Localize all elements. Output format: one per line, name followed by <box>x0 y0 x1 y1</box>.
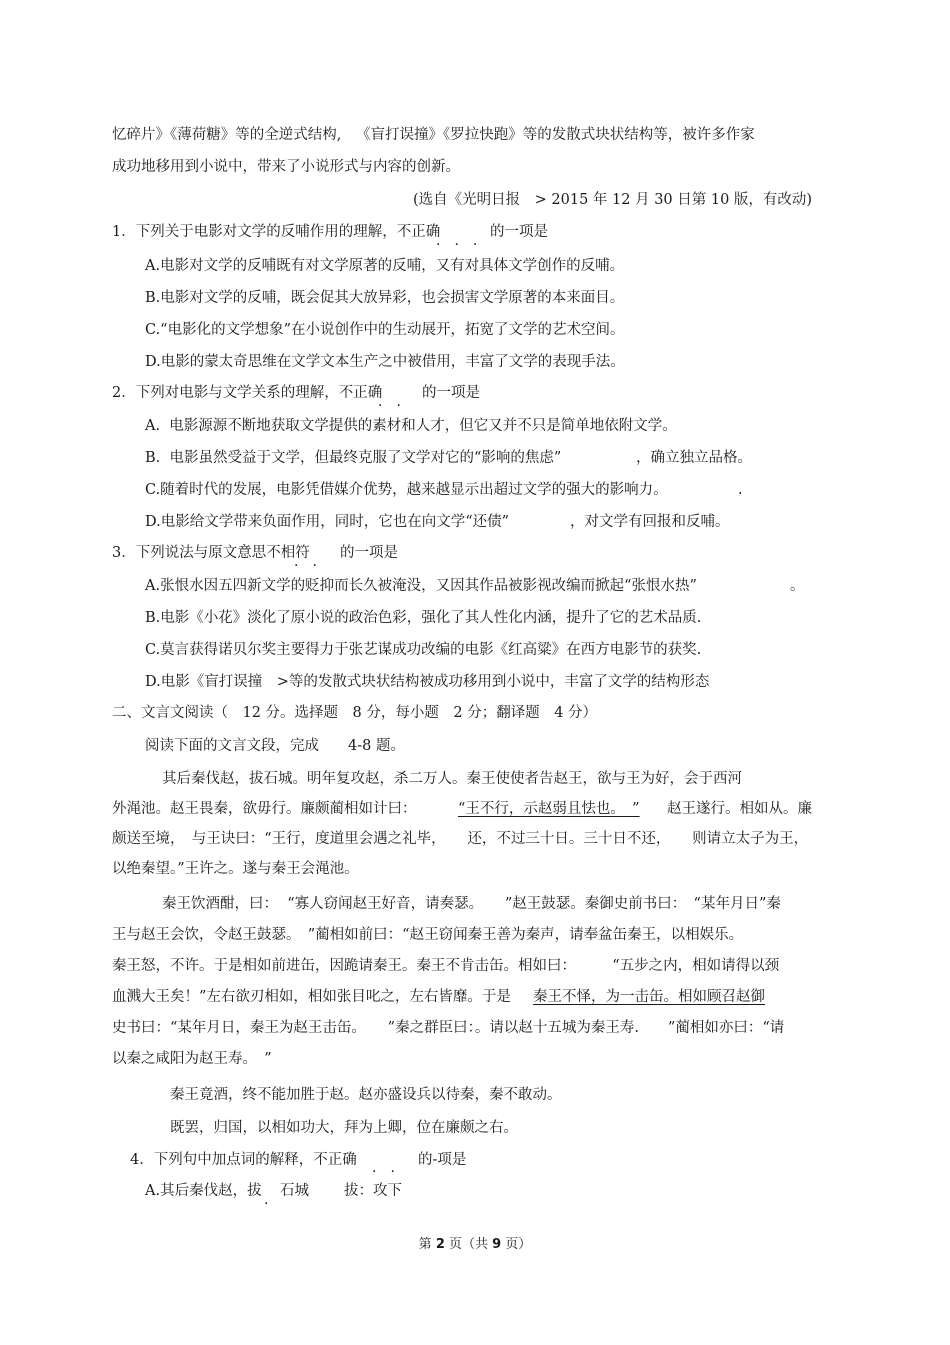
q3-option-d: D.电影《盲打误撞 >等的发散式块状结构被成功移用到小说中，丰富了文学的结构形态 <box>145 674 710 690</box>
source-citation: (选自《光明日报 > 2015 年 12 月 30 日第 10 版，有改动) <box>413 192 813 208</box>
q2-option-d: D.电影给文学带来负面作用，同时，它也在向文学“还债” <box>145 514 510 530</box>
q2-option-d-end: ，对文学有回报和反哺。 <box>570 514 730 530</box>
emphasis-dots: · · <box>372 1164 395 1180</box>
passage-p4: 既罢，归国，以相如功大，拜为上卿，位在廉颇之右。 <box>170 1120 518 1136</box>
passage-p3: 秦王竟酒，终不能加胜于赵。赵亦盛设兵以待秦，秦不敢动。 <box>170 1087 562 1103</box>
q3-option-b: B.电影《小花》淡化了原小说的政治色彩，强化了其人性化内涵，提升了它的艺术品质. <box>145 610 702 626</box>
passage-p2-line-5: 史书曰：“某年月日，秦王为赵王击缶。 ”秦之群臣曰：。请以赵十五城为秦王寿. ”蔺相如亦曰：“请 <box>112 1020 785 1036</box>
q2-option-a: A. 电影源源不断地获取文学提供的素材和人才，但它又并不只是简单地依附文学。 <box>145 418 677 434</box>
passage-p1-line-2-end: 赵王遂行。相如从。廉 <box>667 801 812 817</box>
underlined-sentence: “王不行，示赵弱且怯也。 ” <box>458 801 640 817</box>
emphasis-dots: · <box>264 1196 269 1212</box>
q2-stem: 2．下列对电影与文学关系的理解，不正确 <box>112 385 383 401</box>
q2-option-b-end: ，确立独立品格。 <box>636 450 752 466</box>
emphasis-dots: · · · <box>436 237 478 253</box>
q3-option-a: A.张恨水因五四新文学的贬抑而长久被淹没，又因其作品被影视改编而掀起“张恨水热” <box>145 578 697 594</box>
q4-option-a-gloss: 拔：攻下 <box>344 1183 402 1199</box>
q2-option-c-end: . <box>738 482 743 498</box>
passage-p1-line-1: 其后秦伐赵，拔石城。明年复攻赵，杀二万人。秦王使使者告赵王，欲与王为好，会于西河 <box>162 771 742 787</box>
page-number: 2 <box>435 1237 445 1252</box>
q2-option-c: C.随着时代的发展，电影凭借媒介优势，越来越显示出超过文学的强大的影响力。 <box>145 482 668 498</box>
passage-p1-line-2: 外渑池。赵王畏秦，欲毋行。廉颇蔺相如计曰： <box>112 801 417 817</box>
q4-stem-end: 的-项是 <box>418 1152 467 1168</box>
q3-stem-end: 的一项是 <box>340 545 398 561</box>
intro-line-1a: 忆碎片》《薄荷糖》等的全逆式结构, <box>112 127 342 143</box>
q2-stem-end: 的一项是 <box>422 385 480 401</box>
q3-option-c: C.莫言获得诺贝尔奖主要得力于张艺谋成功改编的电影《红高粱》在西方电影节的获奖. <box>145 642 702 658</box>
intro-line-1b: 《盲打误撞》《罗拉快跑》等的发散式块状结构等，被许多作家 <box>356 127 755 143</box>
page-label: 第 <box>418 1237 436 1252</box>
section-heading: 二、文言文阅读（ 12 分。选择题 8 分，每小题 2 分；翻译题 4 分） <box>112 705 598 721</box>
passage-p2-line-3: 秦王怒，不许。于是相如前进缶，因跪请秦王。秦王不肯击缶。相如曰： “五步之内，相如请得以颈 <box>112 958 780 974</box>
page-label: 页） <box>501 1237 532 1252</box>
section-instruction: 阅读下面的文言文段，完成 4-8 题。 <box>145 738 405 754</box>
page-footer <box>0 1233 950 1252</box>
q3-stem: 3．下列说法与原文意思不相符 <box>112 545 310 561</box>
q1-option-a: A.电影对文学的反哺既有对文学原著的反哺，又有对具体文学创作的反哺。 <box>145 258 625 274</box>
emphasis-dots: · · <box>294 558 317 574</box>
passage-p2-line-2: 王与赵王会饮，令赵王鼓瑟。 ”蔺相如前曰：“赵王窃闻秦王善为秦声，请奉盆缶秦王，以相娱乐。 <box>112 927 744 943</box>
q1-stem: 1．下列关于电影对文学的反哺作用的理解，不正确 <box>112 224 441 240</box>
q4-stem: 4．下列句中加点词的解释，不正确 <box>130 1152 357 1168</box>
page-label: 页（共 <box>444 1237 493 1252</box>
passage-p2-line-1: 秦王饮酒酣，曰： “寡人窃闻赵王好音，请奏瑟。 ”赵王鼓瑟。秦御史前书曰： “某年月日”秦 <box>162 896 781 912</box>
page-total: 9 <box>492 1237 502 1252</box>
passage-p2-line-4: 血溅大王矣！”左右欲刃相如，相如张目叱之，左右皆靡。于是 <box>112 989 511 1005</box>
q1-stem-end: 的一项是 <box>490 224 548 240</box>
passage-p1-line-4: 以绝秦望。”王许之。遂与秦王会渑池。 <box>112 861 359 877</box>
underlined-sentence: 秦王不怿，为一击缶。相如顾召赵御 <box>533 989 765 1005</box>
q4-option-a-word: 石城 <box>280 1183 309 1199</box>
q1-option-b: B.电影对文学的反哺，既会促其大放异彩，也会损害文学原著的本来面目。 <box>145 290 625 306</box>
q1-option-c: C.“电影化的文学想象”在小说创作中的生动展开，拓宽了文学的艺术空间。 <box>145 322 625 338</box>
q2-option-b: B. 电影虽然受益于文学，但最终克服了文学对它的“影响的焦虑” <box>145 450 562 466</box>
emphasis-dots: · · <box>378 398 401 414</box>
q3-option-a-end: 。 <box>790 578 805 594</box>
passage-p1-line-3: 颇送至境， 与王诀曰：“王行，度道里会遇之礼毕， 还，不过三十日。三十日不还， 则请立太子为王， <box>112 831 809 847</box>
passage-p2-line-6: 以秦之咸阳为赵王寿。 ” <box>112 1051 272 1067</box>
q1-option-d: D.电影的蒙太奇思维在文学文本生产之中被借用，丰富了文学的表现手法。 <box>145 354 625 370</box>
intro-line-2: 成功地移用到小说中，带来了小说形式与内容的创新。 <box>112 159 460 175</box>
q4-option-a: A.其后秦伐赵，拔 <box>145 1183 262 1199</box>
